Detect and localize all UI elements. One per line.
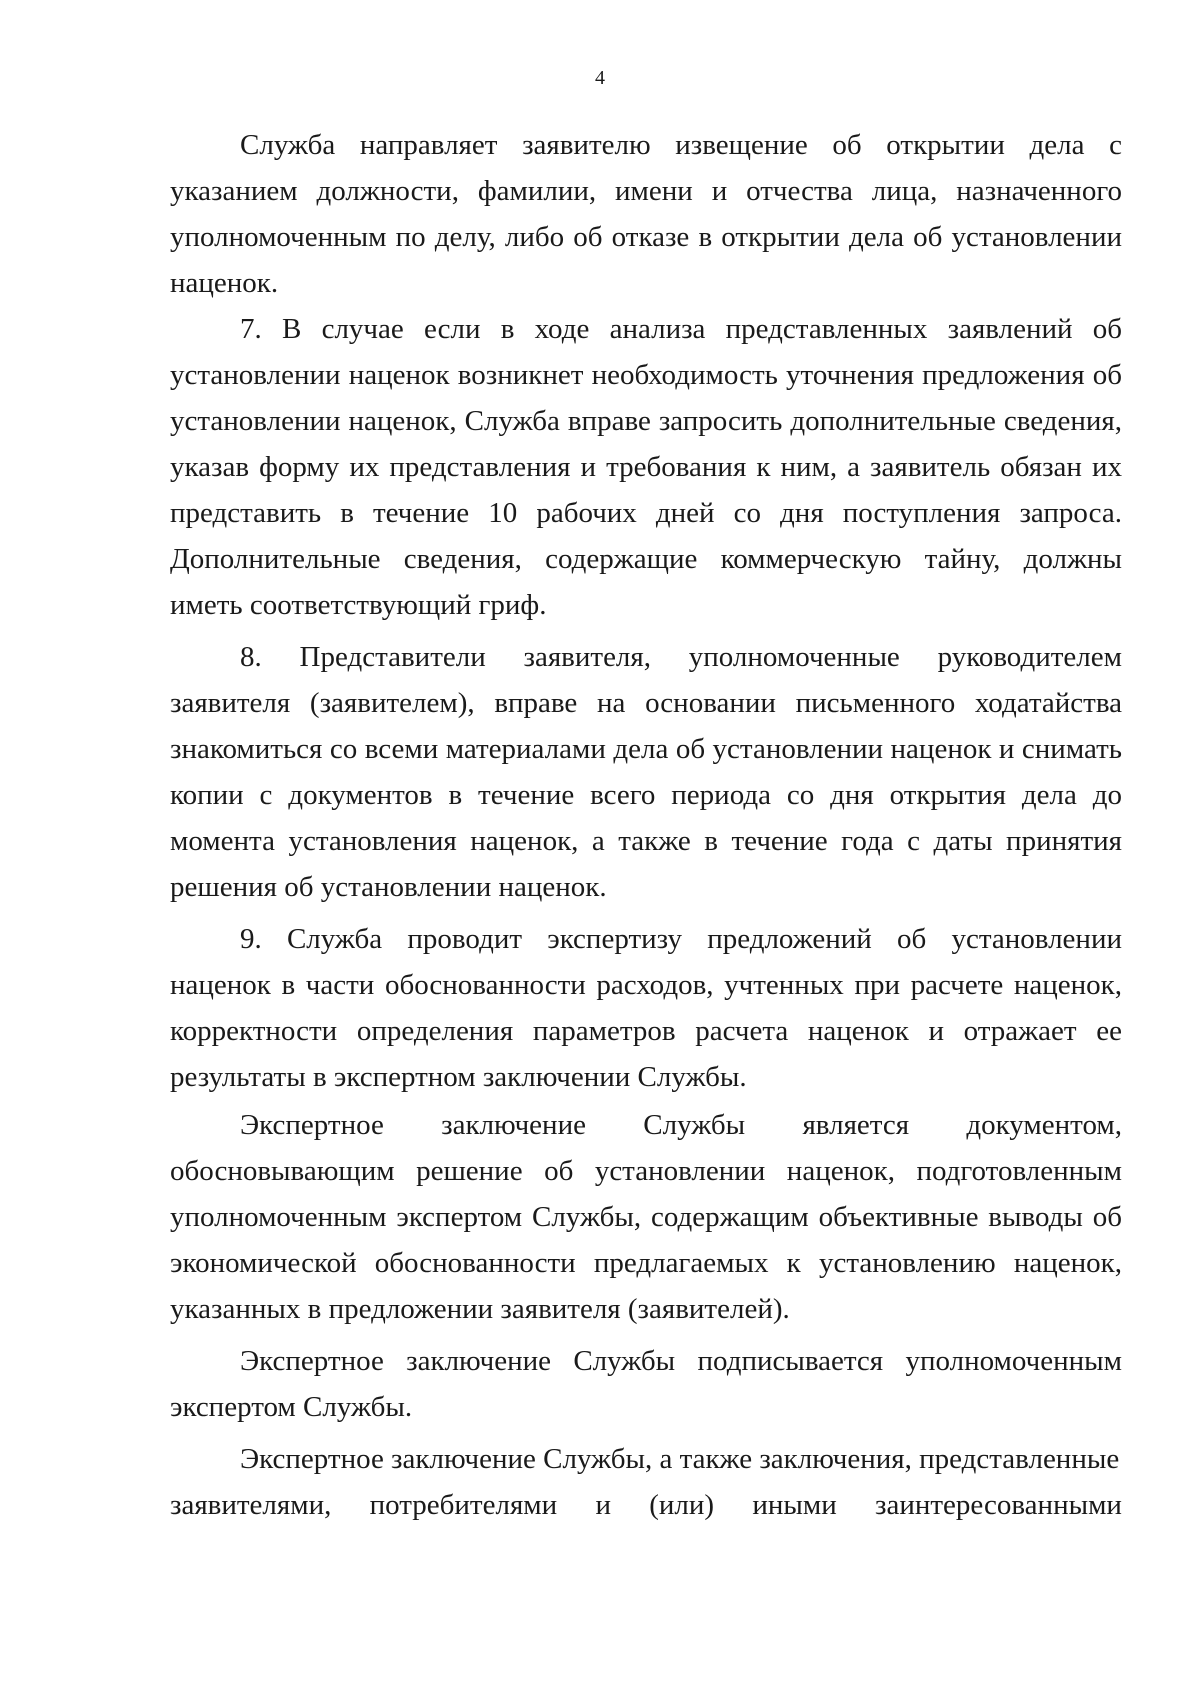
paragraph-expert-signature: Экспертное заключение Службы подписывается уполномоченным экспертом Службы. <box>170 1345 1122 1423</box>
paragraph-item-8: 8. Представители заявителя, уполномоченные руководителем заявителя (заявителем), вправе на основании письменного ходатайства знакомиться со всеми материалами дела об установлении наценок и снимать копии с документов в течение всего периода со дня открытия дела до момента установления наценок, а также в течение года с даты принятия решения об установлении наценок. <box>170 641 1122 903</box>
paragraph-expert-conclusions-list: Экспертное заключение Службы, а также заключения, представленные <box>240 1443 1120 1475</box>
paragraph-item-7: 7. В случае если в ходе анализа представленных заявлений об установлении наценок возникнет необходимость уточнения предложения об установлении наценок, Служба вправе запросить дополнительные сведения, указав форму их представления и требования к ним, а заявитель обязан их представить в течение 10 рабочих дней со дня поступления запроса. Дополнительные сведения, содержащие коммерческую тайну, должны иметь соответствующий гриф. <box>170 313 1122 621</box>
word: (или) <box>649 1489 715 1521</box>
word: заинтересованными <box>875 1489 1122 1521</box>
document-body <box>170 122 1122 1528</box>
paragraph-item-9: 9. Служба проводит экспертизу предложений об установлении наценок в части обоснованности расходов, учтенных при расчете наценок, корректности определения параметров расчета наценок и отражает ее результаты в экспертном заключении Службы. <box>170 923 1122 1093</box>
word: иными <box>752 1489 837 1521</box>
paragraph-expert-conclusion: Экспертное заключение Службы является документом, обосновывающим решение об установлении наценок, подготовленным уполномоченным экспертом Службы, содержащим объективные выводы об экономической обоснованности предлагаемых к установлению наценок, указанных в предложении заявителя (заявителей). <box>170 1109 1122 1325</box>
word: потребителями <box>369 1489 558 1521</box>
paragraph-notice: Служба направляет заявителю извещение об открытии дела с указанием должности, фамилии, имени и отчества лица, назначенного уполномоченным по делу, либо об отказе в открытии дела об установлении наценок. <box>170 129 1122 299</box>
word: и <box>595 1489 611 1521</box>
page-number: 4 <box>595 67 605 89</box>
paragraph-continuation-line <box>170 1482 1122 1528</box>
word: заявителями, <box>170 1489 332 1521</box>
